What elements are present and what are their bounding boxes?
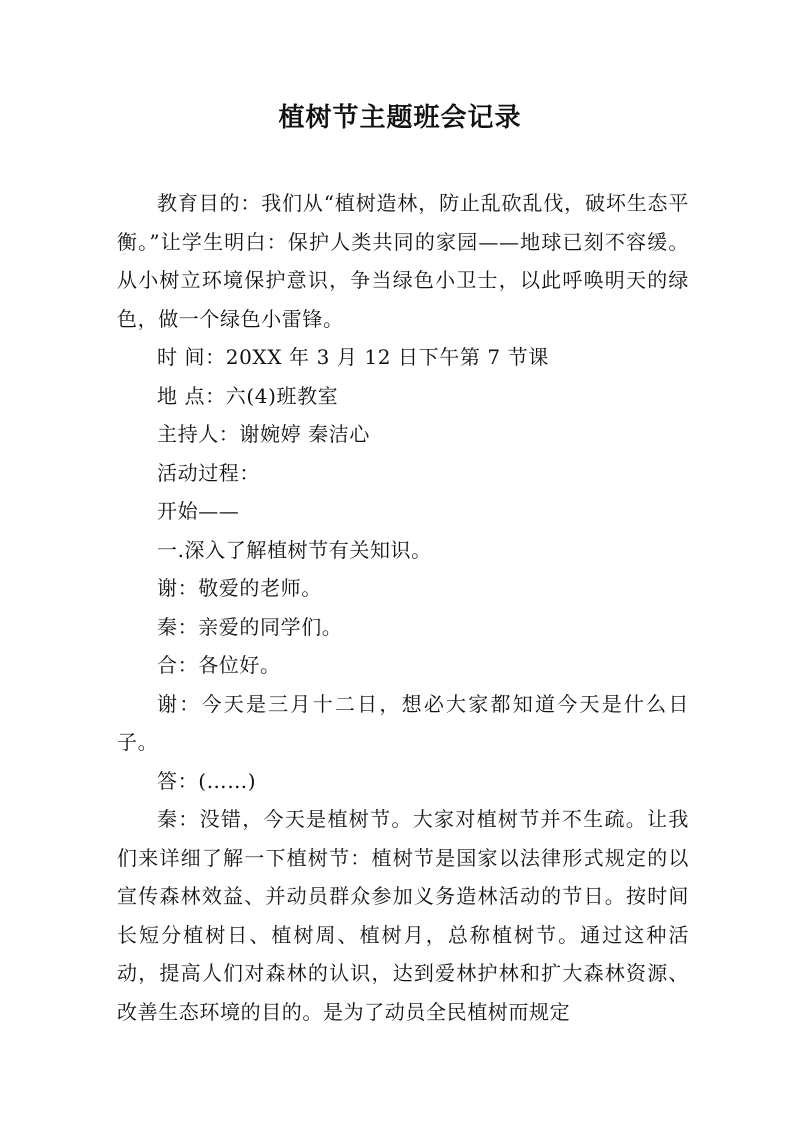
document-body (117, 184, 689, 1031)
paragraph-dialogue-together: 合：各位好。 (157, 653, 281, 677)
document-title: 植树节主题班会记录 (278, 103, 522, 133)
paragraph-start: 开始—— (157, 499, 240, 523)
paragraph-dialogue-xie-2: 谢：今天是三月十二日，想必大家都知道今天是什么日子。 (117, 691, 689, 754)
paragraph-activity-process: 活动过程： (157, 460, 260, 485)
paragraph-location: 地 点：六(4)班教室 (157, 383, 339, 408)
paragraph-hosts: 主持人：谢婉婷 秦洁心 (157, 422, 370, 446)
paragraph-section-one: 一.深入了解植树节有关知识。 (157, 537, 432, 562)
paragraph-dialogue-answer: 答：(……) (157, 768, 257, 793)
paragraph-dialogue-xie-1: 谢：敬爱的老师。 (157, 576, 322, 600)
paragraph-dialogue-qin-1: 秦：亲爱的同学们。 (157, 614, 343, 639)
paragraph-time: 时 间：20XX 年 3 月 12 日下午第 7 节课 (157, 345, 549, 369)
paragraph-dialogue-qin-2: 秦：没错，今天是植树节。大家对植树节并不生疏。让我们来详细了解一下植树节：植树节是国家以法律形式规定的以宣传森林效益、并动员群众参加义务造林活动的节日。按时间长短分植树日、植树周、植树月，总称植树节。通过这种活动，提高人们对森林的认识，达到爱林护林和扩大森林资源、改善生态环境的目的。是为了动员全民植树而规定 (117, 807, 689, 1024)
paragraph-education-goal: 教育目的：我们从“植树造林，防止乱砍乱伐，破坏生态平衡。”让学生明白：保护人类共同的家园——地球已刻不容缓。从小树立环境保护意识，争当绿色小卫士，以此呼唤明天的绿色，做一个绿色小雷锋。 (117, 191, 689, 331)
